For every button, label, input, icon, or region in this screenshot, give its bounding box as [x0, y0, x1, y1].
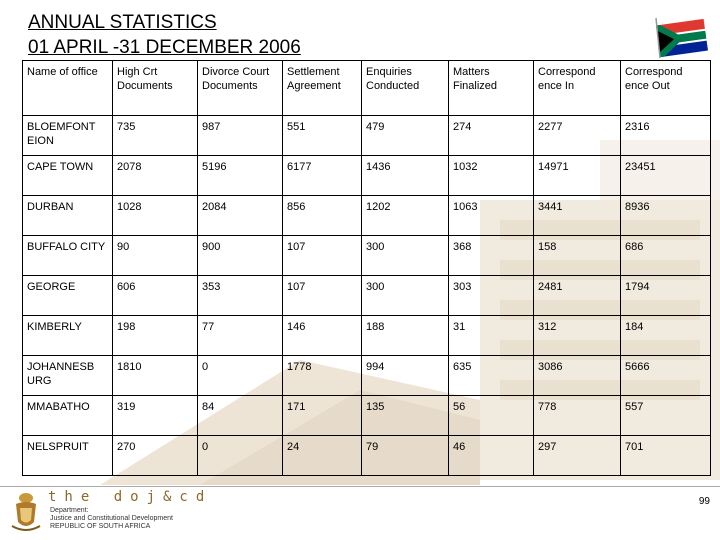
table-cell: 5666	[621, 356, 711, 396]
table-cell: 551	[283, 116, 362, 156]
table-cell: 46	[449, 436, 534, 476]
table-cell: BLOEMFONT EION	[23, 116, 113, 156]
table-cell: 1202	[362, 196, 449, 236]
header-cell: Matters Finalized	[449, 61, 534, 116]
table-cell: 2316	[621, 116, 711, 156]
table-cell: 1063	[449, 196, 534, 236]
table-cell: 90	[113, 236, 198, 276]
table-cell: 270	[113, 436, 198, 476]
title-line-1: ANNUAL STATISTICS	[28, 12, 217, 33]
table-cell: 1028	[113, 196, 198, 236]
table-row	[23, 236, 711, 276]
table-cell: 146	[283, 316, 362, 356]
table-cell: 300	[362, 276, 449, 316]
table-cell: 701	[621, 436, 711, 476]
table-cell: 856	[283, 196, 362, 236]
table-cell: 303	[449, 276, 534, 316]
south-africa-flag-icon	[654, 16, 710, 60]
table-cell: 300	[362, 236, 449, 276]
coat-of-arms-icon	[8, 490, 44, 534]
table-cell: 56	[449, 396, 534, 436]
table-row	[23, 116, 711, 156]
table-row	[23, 156, 711, 196]
table-cell: 77	[198, 316, 283, 356]
table-cell: JOHANNESB URG	[23, 356, 113, 396]
table-cell: 2084	[198, 196, 283, 236]
table-cell: 297	[534, 436, 621, 476]
dept-line-1: Department:	[50, 507, 89, 514]
table-cell: 1436	[362, 156, 449, 196]
table-cell: 778	[534, 396, 621, 436]
table-cell: 1794	[621, 276, 711, 316]
table-cell: 1032	[449, 156, 534, 196]
table-cell: 14971	[534, 156, 621, 196]
table-cell: 987	[198, 116, 283, 156]
table-cell: 735	[113, 116, 198, 156]
table-cell: 1810	[113, 356, 198, 396]
table-cell: 2277	[534, 116, 621, 156]
footer-divider	[0, 486, 720, 487]
table-row	[23, 436, 711, 476]
table-cell: 635	[449, 356, 534, 396]
table-cell: 6177	[283, 156, 362, 196]
table-cell: 606	[113, 276, 198, 316]
table-cell: 900	[198, 236, 283, 276]
table-cell: 171	[283, 396, 362, 436]
table-cell: 188	[362, 316, 449, 356]
table-header-row	[23, 61, 711, 116]
header-cell: Enquiries Conducted	[362, 61, 449, 116]
table-cell: 3086	[534, 356, 621, 396]
table-cell: NELSPRUIT	[23, 436, 113, 476]
table-cell: 184	[621, 316, 711, 356]
table-cell: 686	[621, 236, 711, 276]
table-cell: 353	[198, 276, 283, 316]
table-cell: 2078	[113, 156, 198, 196]
table-cell: GEORGE	[23, 276, 113, 316]
table-cell: KIMBERLY	[23, 316, 113, 356]
table-row	[23, 276, 711, 316]
header-cell: Correspond ence Out	[621, 61, 711, 116]
table-row	[23, 356, 711, 396]
table-cell: 24	[283, 436, 362, 476]
dept-line-2: Justice and Constitutional Development	[50, 515, 173, 522]
table-cell: 107	[283, 276, 362, 316]
table-cell: 479	[362, 116, 449, 156]
table-row	[23, 196, 711, 236]
statistics-table	[22, 60, 711, 476]
table-row	[23, 396, 711, 436]
brand-name: the doj&cd	[48, 489, 213, 505]
table-cell: 79	[362, 436, 449, 476]
table-row	[23, 316, 711, 356]
table-cell: 1778	[283, 356, 362, 396]
table-cell: 23451	[621, 156, 711, 196]
table-cell: 312	[534, 316, 621, 356]
page-title	[28, 10, 301, 60]
table-cell: 994	[362, 356, 449, 396]
page-number: 99	[698, 496, 710, 507]
table-cell: 368	[449, 236, 534, 276]
table-cell: 107	[283, 236, 362, 276]
table-cell: BUFFALO CITY	[23, 236, 113, 276]
table-cell: 0	[198, 356, 283, 396]
table-cell: 5196	[198, 156, 283, 196]
title-line-2: 01 APRIL -31 DECEMBER 2006	[28, 37, 301, 58]
dept-line-3: REPUBLIC OF SOUTH AFRICA	[50, 523, 151, 530]
table-cell: 158	[534, 236, 621, 276]
table-cell: 3441	[534, 196, 621, 236]
table-cell: 0	[198, 436, 283, 476]
table-cell: 135	[362, 396, 449, 436]
header-cell: High Crt Documents	[113, 61, 198, 116]
table-cell: 8936	[621, 196, 711, 236]
department-name	[50, 507, 173, 531]
header-cell: Name of office	[23, 61, 113, 116]
table-cell: MMABATHO	[23, 396, 113, 436]
table-cell: DURBAN	[23, 196, 113, 236]
table-cell: 198	[113, 316, 198, 356]
table-cell: 274	[449, 116, 534, 156]
table-cell: 84	[198, 396, 283, 436]
header-cell: Divorce Court Documents	[198, 61, 283, 116]
header-cell: Correspond ence In	[534, 61, 621, 116]
table-cell: 31	[449, 316, 534, 356]
table-cell: CAPE TOWN	[23, 156, 113, 196]
table-cell: 2481	[534, 276, 621, 316]
table-cell: 319	[113, 396, 198, 436]
header-cell: Settlement Agreement	[283, 61, 362, 116]
table-cell: 557	[621, 396, 711, 436]
